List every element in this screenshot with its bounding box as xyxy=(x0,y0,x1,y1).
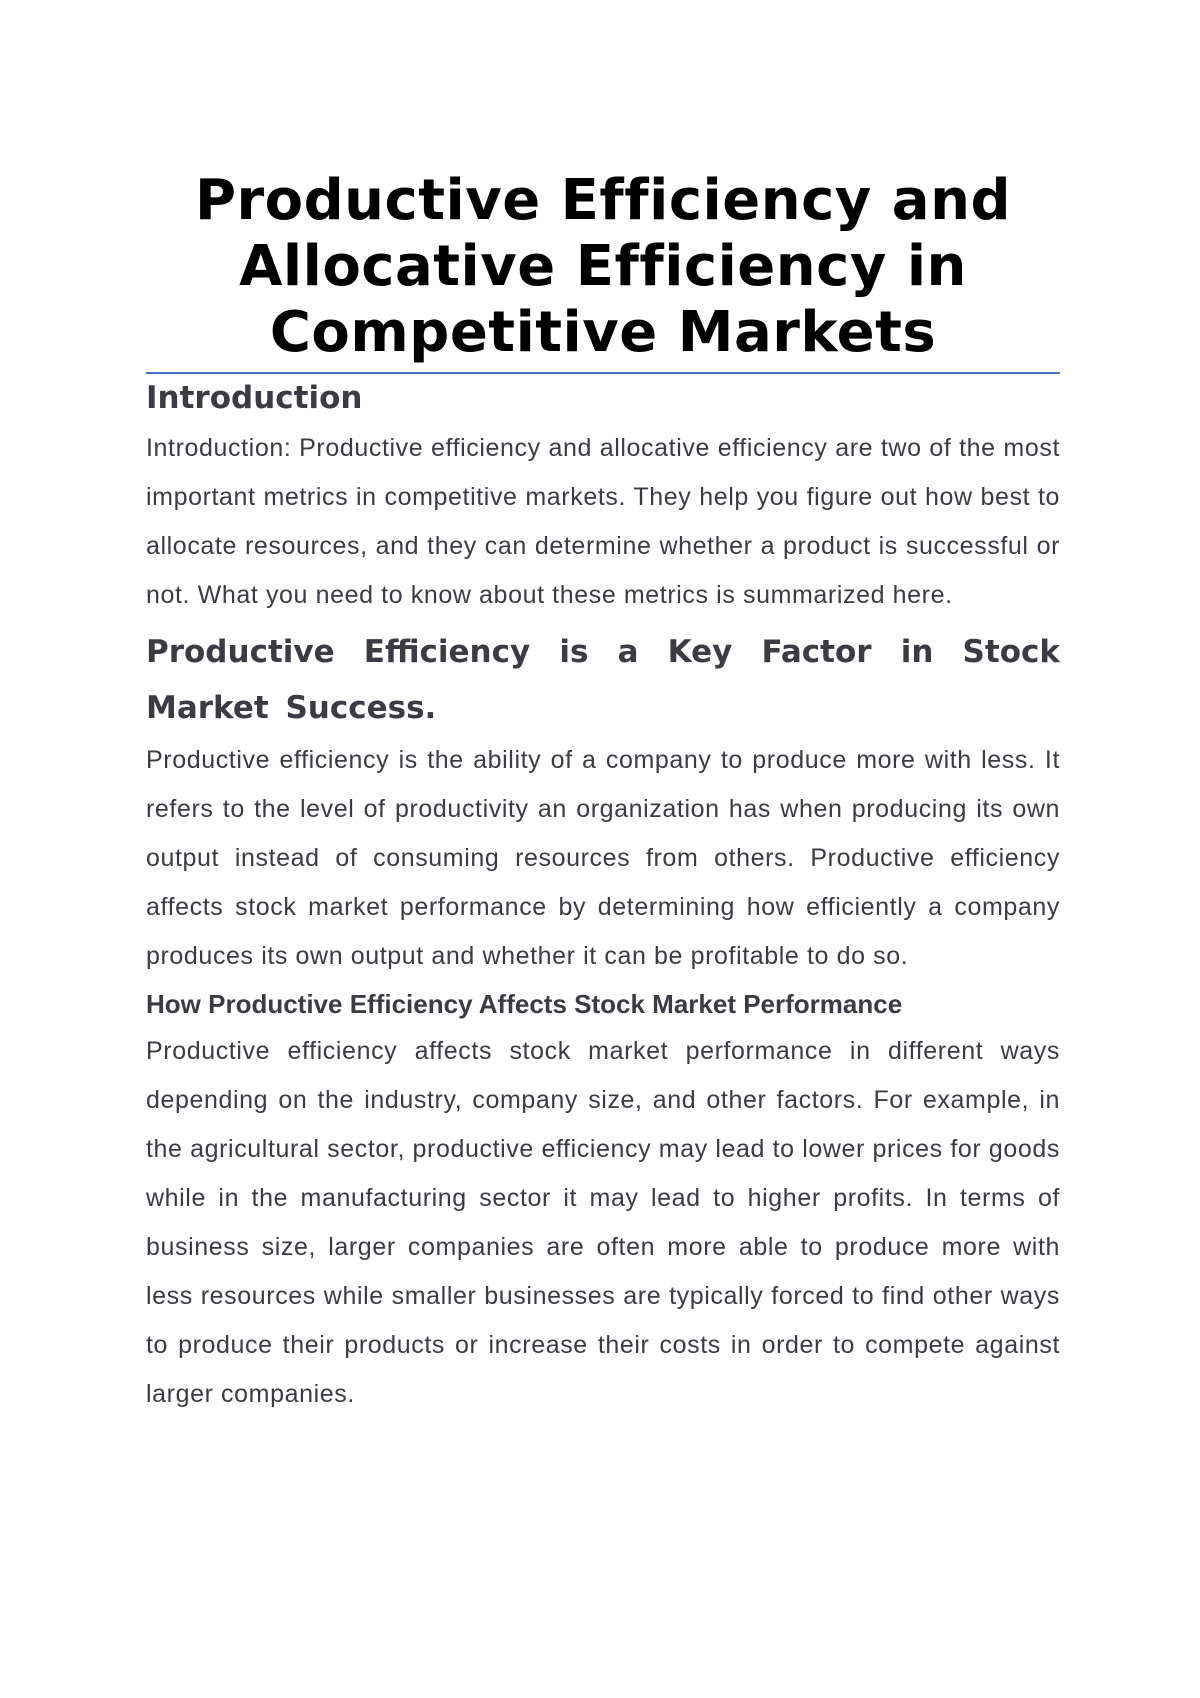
productive-efficiency-paragraph: Productive efficiency is the ability of a company to produce more with less. It refers to the level of productivity an organization has when producing its own output instead of consuming resources from others. Productive efficiency affects stock market performance by determining how efficiently a company produces its own output and whether it can be profitable to do so. xyxy=(146,746,1060,970)
introduction-paragraph: Introduction: Productive efficiency and allocative efficiency are two of the most important metrics in competitive markets. They help you figure out how best to allocate resources, and they can determine whether a product is successful or not. What you need to know about these metrics is summarized here. xyxy=(146,434,1060,609)
title-underline-rule xyxy=(146,372,1060,374)
introduction-heading: Introduction xyxy=(146,380,363,416)
document-title: Productive Efficiency and Allocative Efficiency in Competitive Markets xyxy=(194,168,1012,365)
document-body xyxy=(146,168,1060,1419)
stock-market-performance-heading: How Productive Efficiency Affects Stock Market Performance xyxy=(146,989,903,1019)
productive-efficiency-heading: Productive Efficiency is a Key Factor in Stock Market Success. xyxy=(146,634,1060,726)
stock-market-performance-paragraph: Productive efficiency affects stock market performance in different ways depending on the industry, company size, and other factors. For example, in the agricultural sector, productive efficiency may lead to lower prices for goods while in the manufacturing sector it may lead to higher profits. In terms of business size, larger companies are often more able to produce more with less resources while smaller businesses are typically forced to find other ways to produce their products or increase their costs in order to compete against larger companies. xyxy=(146,1037,1060,1408)
